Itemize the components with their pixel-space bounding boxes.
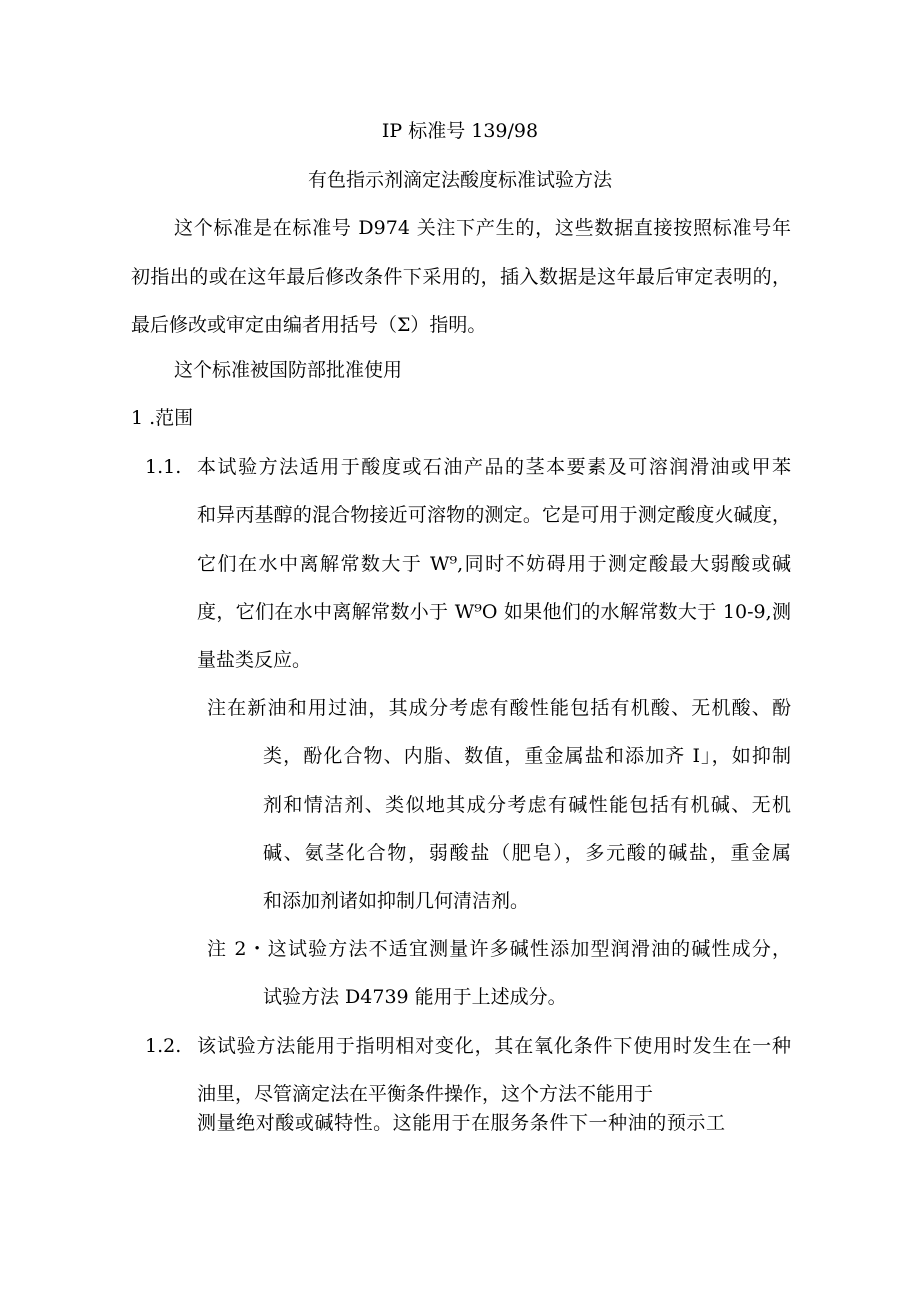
note-1-line-4: 碱、氨茎化合物，弱酸盐（肥皂），多元酸的碱盐，重金属 [263,842,791,864]
section-1-heading: 1 .范围 [131,407,194,429]
note-1-line-2: 类，酚化合物、内脂、数值，重金属盐和添加齐 I」，如抑制 [263,745,791,767]
item-1-1-line-3: 它们在水中离解常数大于 W⁹,同时不妨碍用于测定酸最大弱酸或碱 [197,553,791,575]
approval-line: 这个标准被国防部批准使用 [174,359,403,381]
note-1-line-3: 剂和情洁剂、类似地其成分考虑有碱性能包括有机碱、无机 [263,794,791,816]
intro-line-3: 最后修改或审定由编者用括号（Σ）指明。 [131,314,487,336]
intro-line-1: 这个标准是在标准号 D974 关注下产生的，这些数据直接按照标准号年 [174,217,791,239]
item-1-2-line-2: 油里，尽管滴定法在平衡条件操作，这个方法不能用于 [197,1083,654,1105]
document-subtitle: 有色指示剂滴定法酸度标准试验方法 [307,169,612,191]
note-2-line-1: 注 2・这试验方法不适宜测量许多碱性添加型润滑油的碱性成分， [207,938,791,960]
document-title: IP 标准号 139/98 [381,120,539,142]
item-1-1-line-4: 度，它们在水中离解常数小于 W⁹O 如果他们的水解常数大于 10-9,测 [197,601,791,623]
item-1-1-line-1: 本试验方法适用于酸度或石油产品的茎本要素及可溶润滑油或甲苯 [197,456,791,478]
item-1-2-line-1: 该试验方法能用于指明相对变化，其在氧化条件下使用时发生在一种 [197,1035,791,1057]
item-1-1-line-2: 和异丙基醇的混合物接近可溶物的测定。它是可用于测定酸度火碱度， [197,504,791,526]
note-1-line-1: 注在新油和用过油，其成分考虑有酸性能包括有机酸、无机酸、酚 [207,697,791,719]
item-1-2-line-3: 测量绝对酸或碱特性。这能用于在服务条件下一种油的预示工 [197,1112,725,1134]
intro-line-2: 初指出的或在这年最后修改条件下采用的，插入数据是这年最后审定表明的， [131,266,791,288]
item-1-1-line-5: 量盐类反应。 [197,649,312,671]
note-1-line-5: 和添加剂诸如抑制几何清洁剂。 [263,890,530,912]
item-1-1-number: 1.1. [145,456,182,478]
item-1-2-number: 1.2. [145,1035,182,1057]
note-2-line-2: 试验方法 D4739 能用于上述成分。 [263,986,567,1008]
